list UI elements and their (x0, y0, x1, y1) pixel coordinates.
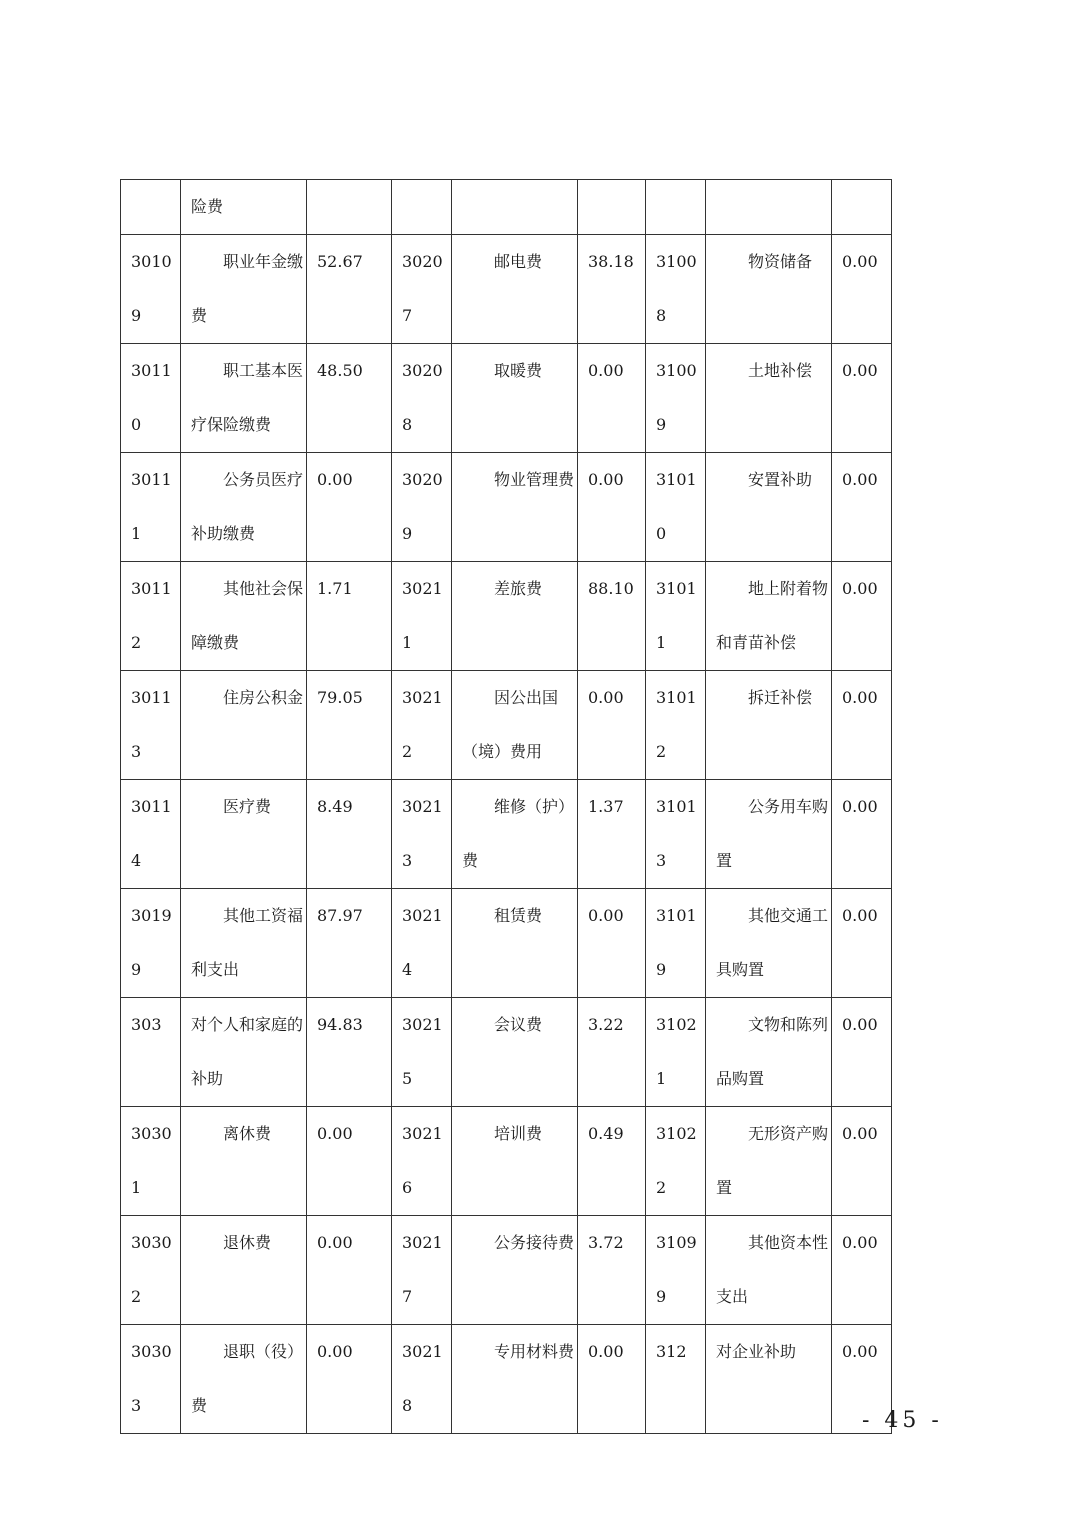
code-cell (121, 1325, 181, 1434)
amount-text: 0.00 (842, 688, 878, 707)
name-text: 培训费 (494, 1124, 543, 1143)
code-text: 312 (656, 1342, 687, 1361)
name-cell (452, 780, 578, 889)
amount-text: 94.83 (317, 1015, 363, 1034)
name-cell (706, 780, 832, 889)
name-text: 文物和陈列品购置 (716, 1015, 829, 1088)
amount-text: 0.00 (842, 1015, 878, 1034)
amount-text: 0.00 (842, 797, 878, 816)
code-text: 31022 (656, 1124, 697, 1197)
amount-cell (832, 562, 892, 671)
table-row (121, 780, 892, 889)
name-cell (452, 562, 578, 671)
name-text: 职工基本医疗保险缴费 (191, 361, 304, 434)
code-cell (646, 344, 706, 453)
amount-text: 1.71 (317, 579, 353, 598)
code-text: 30213 (402, 797, 443, 870)
name-text: 其他交通工具购置 (716, 906, 829, 979)
code-cell (121, 453, 181, 562)
code-text: 31099 (656, 1233, 697, 1306)
name-cell (706, 1325, 832, 1434)
amount-text: 0.00 (317, 470, 353, 489)
name-text: 医疗费 (223, 797, 272, 816)
code-text: 30301 (131, 1124, 172, 1197)
code-cell (646, 453, 706, 562)
code-cell (646, 998, 706, 1107)
table-row (121, 562, 892, 671)
name-cell (181, 1216, 307, 1325)
name-cell (706, 671, 832, 780)
name-cell (181, 453, 307, 562)
amount-cell (307, 344, 392, 453)
table-row (121, 1216, 892, 1325)
amount-cell (578, 344, 646, 453)
code-cell (392, 562, 452, 671)
code-text: 30114 (131, 797, 172, 870)
code-cell (646, 1107, 706, 1216)
amount-cell (578, 235, 646, 344)
name-cell (706, 453, 832, 562)
name-text: 地上附着物和青苗补偿 (716, 579, 829, 652)
amount-cell (307, 1325, 392, 1434)
amount-cell (578, 998, 646, 1107)
code-cell (392, 889, 452, 998)
name-text: 公务用车购置 (716, 797, 829, 870)
amount-text: 0.00 (842, 470, 878, 489)
code-cell (392, 998, 452, 1107)
amount-text: 52.67 (317, 252, 363, 271)
amount-text: 0.00 (317, 1124, 353, 1143)
amount-cell (578, 780, 646, 889)
name-text: 无形资产购置 (716, 1124, 829, 1197)
name-text: 差旅费 (494, 579, 543, 598)
code-text: 31008 (656, 252, 697, 325)
name-text: 退休费 (223, 1233, 272, 1252)
name-text: 物资储备 (748, 252, 813, 271)
name-text: 其他资本性支出 (716, 1233, 829, 1306)
name-cell (706, 1107, 832, 1216)
name-text: 物业管理费 (494, 470, 575, 489)
name-text: 险费 (191, 197, 224, 216)
name-text: 租赁费 (494, 906, 543, 925)
name-cell (452, 344, 578, 453)
code-text: 30302 (131, 1233, 172, 1306)
code-cell (392, 1325, 452, 1434)
code-text: 30209 (402, 470, 443, 543)
amount-cell (578, 1107, 646, 1216)
amount-cell (307, 671, 392, 780)
code-cell (646, 562, 706, 671)
name-text: 对企业补助 (716, 1342, 797, 1361)
amount-text: 0.00 (842, 906, 878, 925)
amount-cell (578, 1325, 646, 1434)
amount-cell (832, 780, 892, 889)
name-cell (181, 235, 307, 344)
code-text: 30110 (131, 361, 172, 434)
code-cell (392, 671, 452, 780)
amount-text: 3.72 (588, 1233, 624, 1252)
code-text: 30212 (402, 688, 443, 761)
name-cell (706, 1216, 832, 1325)
name-cell (181, 998, 307, 1107)
code-cell (392, 180, 452, 235)
amount-cell (832, 180, 892, 235)
amount-text: 0.00 (588, 906, 624, 925)
code-cell (121, 998, 181, 1107)
code-text: 30217 (402, 1233, 443, 1306)
name-cell (452, 1325, 578, 1434)
amount-cell (578, 562, 646, 671)
amount-cell (307, 1216, 392, 1325)
name-text: 拆迁补偿 (748, 688, 813, 707)
table-row (121, 671, 892, 780)
name-cell (452, 235, 578, 344)
code-text: 31019 (656, 906, 697, 979)
code-text: 30111 (131, 470, 172, 543)
name-cell (181, 562, 307, 671)
code-text: 30215 (402, 1015, 443, 1088)
code-cell (646, 180, 706, 235)
code-text: 30109 (131, 252, 172, 325)
name-cell (452, 1216, 578, 1325)
amount-text: 0.00 (842, 252, 878, 271)
amount-cell (307, 889, 392, 998)
amount-text: 3.22 (588, 1015, 624, 1034)
code-text: 30216 (402, 1124, 443, 1197)
table-row (121, 998, 892, 1107)
code-cell (392, 235, 452, 344)
code-text: 31011 (656, 579, 697, 652)
name-cell (452, 671, 578, 780)
amount-cell (832, 453, 892, 562)
amount-text: 0.00 (588, 688, 624, 707)
code-text: 30112 (131, 579, 172, 652)
code-cell (392, 1107, 452, 1216)
amount-text: 0.00 (842, 361, 878, 380)
code-cell (121, 180, 181, 235)
name-cell (452, 998, 578, 1107)
name-cell (706, 344, 832, 453)
name-text: 专用材料费 (494, 1342, 575, 1361)
code-text: 303 (131, 1015, 162, 1034)
name-cell (181, 1107, 307, 1216)
name-cell (706, 998, 832, 1107)
amount-cell (578, 180, 646, 235)
code-cell (646, 235, 706, 344)
name-cell (181, 671, 307, 780)
amount-cell (578, 889, 646, 998)
code-cell (392, 780, 452, 889)
code-cell (392, 344, 452, 453)
code-cell (121, 671, 181, 780)
code-cell (646, 1216, 706, 1325)
table-row (121, 1107, 892, 1216)
amount-text: 0.00 (588, 470, 624, 489)
name-cell (452, 1107, 578, 1216)
amount-cell (832, 1216, 892, 1325)
amount-text: 87.97 (317, 906, 363, 925)
amount-cell (832, 1107, 892, 1216)
code-cell (121, 780, 181, 889)
table-row (121, 235, 892, 344)
code-cell (121, 562, 181, 671)
name-text: 离休费 (223, 1124, 272, 1143)
amount-text: 88.10 (588, 579, 634, 598)
code-text: 31010 (656, 470, 697, 543)
amount-text: 0.00 (317, 1233, 353, 1252)
code-text: 30211 (402, 579, 443, 652)
code-text: 30113 (131, 688, 172, 761)
amount-cell (832, 889, 892, 998)
name-text: 土地补偿 (748, 361, 813, 380)
amount-cell (307, 453, 392, 562)
code-cell (121, 1107, 181, 1216)
name-cell (452, 180, 578, 235)
code-cell (121, 235, 181, 344)
code-cell (121, 344, 181, 453)
amount-text: 38.18 (588, 252, 634, 271)
amount-cell (307, 780, 392, 889)
name-cell (181, 1325, 307, 1434)
amount-cell (578, 453, 646, 562)
amount-cell (832, 671, 892, 780)
amount-text: 0.00 (317, 1342, 353, 1361)
code-cell (646, 1325, 706, 1434)
name-cell (181, 780, 307, 889)
name-cell (706, 180, 832, 235)
name-cell (706, 235, 832, 344)
amount-text: 0.00 (842, 1233, 878, 1252)
amount-cell (578, 671, 646, 780)
name-cell (706, 562, 832, 671)
name-cell (181, 889, 307, 998)
name-text: 其他社会保障缴费 (191, 579, 304, 652)
code-cell (646, 780, 706, 889)
amount-cell (832, 998, 892, 1107)
name-text: 邮电费 (494, 252, 543, 271)
table-row (121, 453, 892, 562)
code-cell (121, 889, 181, 998)
amount-cell (307, 998, 392, 1107)
code-text: 31021 (656, 1015, 697, 1088)
amount-text: 0.00 (588, 1342, 624, 1361)
code-text: 30199 (131, 906, 172, 979)
name-text: 退职（役）费 (191, 1342, 304, 1415)
name-text: 公务员医疗补助缴费 (191, 470, 304, 543)
amount-text: 0.00 (842, 579, 878, 598)
amount-cell (832, 344, 892, 453)
name-text: 住房公积金 (223, 688, 304, 707)
name-text: 取暖费 (494, 361, 543, 380)
code-text: 30218 (402, 1342, 443, 1415)
name-cell (181, 344, 307, 453)
code-text: 31009 (656, 361, 697, 434)
name-text: 安置补助 (748, 470, 813, 489)
table-row (121, 344, 892, 453)
name-cell (181, 180, 307, 235)
code-cell (646, 671, 706, 780)
amount-text: 0.49 (588, 1124, 624, 1143)
amount-text: 79.05 (317, 688, 363, 707)
amount-text: 8.49 (317, 797, 353, 816)
code-text: 30208 (402, 361, 443, 434)
code-cell (392, 1216, 452, 1325)
code-text: 30207 (402, 252, 443, 325)
name-text: 其他工资福利支出 (191, 906, 304, 979)
name-cell (452, 889, 578, 998)
name-text: 会议费 (494, 1015, 543, 1034)
amount-cell (578, 1216, 646, 1325)
amount-text: 48.50 (317, 361, 363, 380)
code-cell (392, 453, 452, 562)
code-text: 31013 (656, 797, 697, 870)
table-row (121, 180, 892, 235)
code-text: 30214 (402, 906, 443, 979)
name-cell (452, 453, 578, 562)
code-text: 30303 (131, 1342, 172, 1415)
table-row (121, 889, 892, 998)
amount-cell (832, 235, 892, 344)
table-row (121, 1325, 892, 1434)
code-cell (121, 1216, 181, 1325)
budget-table (120, 179, 892, 1434)
code-cell (646, 889, 706, 998)
name-text: 职业年金缴费 (191, 252, 304, 325)
amount-text: 1.37 (588, 797, 624, 816)
page-number: - 45 - (862, 1408, 943, 1433)
amount-cell (307, 180, 392, 235)
name-text: 对个人和家庭的补助 (191, 1015, 304, 1088)
amount-text: 0.00 (588, 361, 624, 380)
amount-cell (307, 235, 392, 344)
name-text: 公务接待费 (494, 1233, 575, 1252)
name-text: 因公出国（境）费用 (462, 688, 559, 761)
name-cell (706, 889, 832, 998)
amount-cell (307, 562, 392, 671)
code-text: 31012 (656, 688, 697, 761)
name-text: 维修（护）费 (462, 797, 575, 870)
amount-text: 0.00 (842, 1342, 878, 1361)
amount-text: 0.00 (842, 1124, 878, 1143)
amount-cell (307, 1107, 392, 1216)
